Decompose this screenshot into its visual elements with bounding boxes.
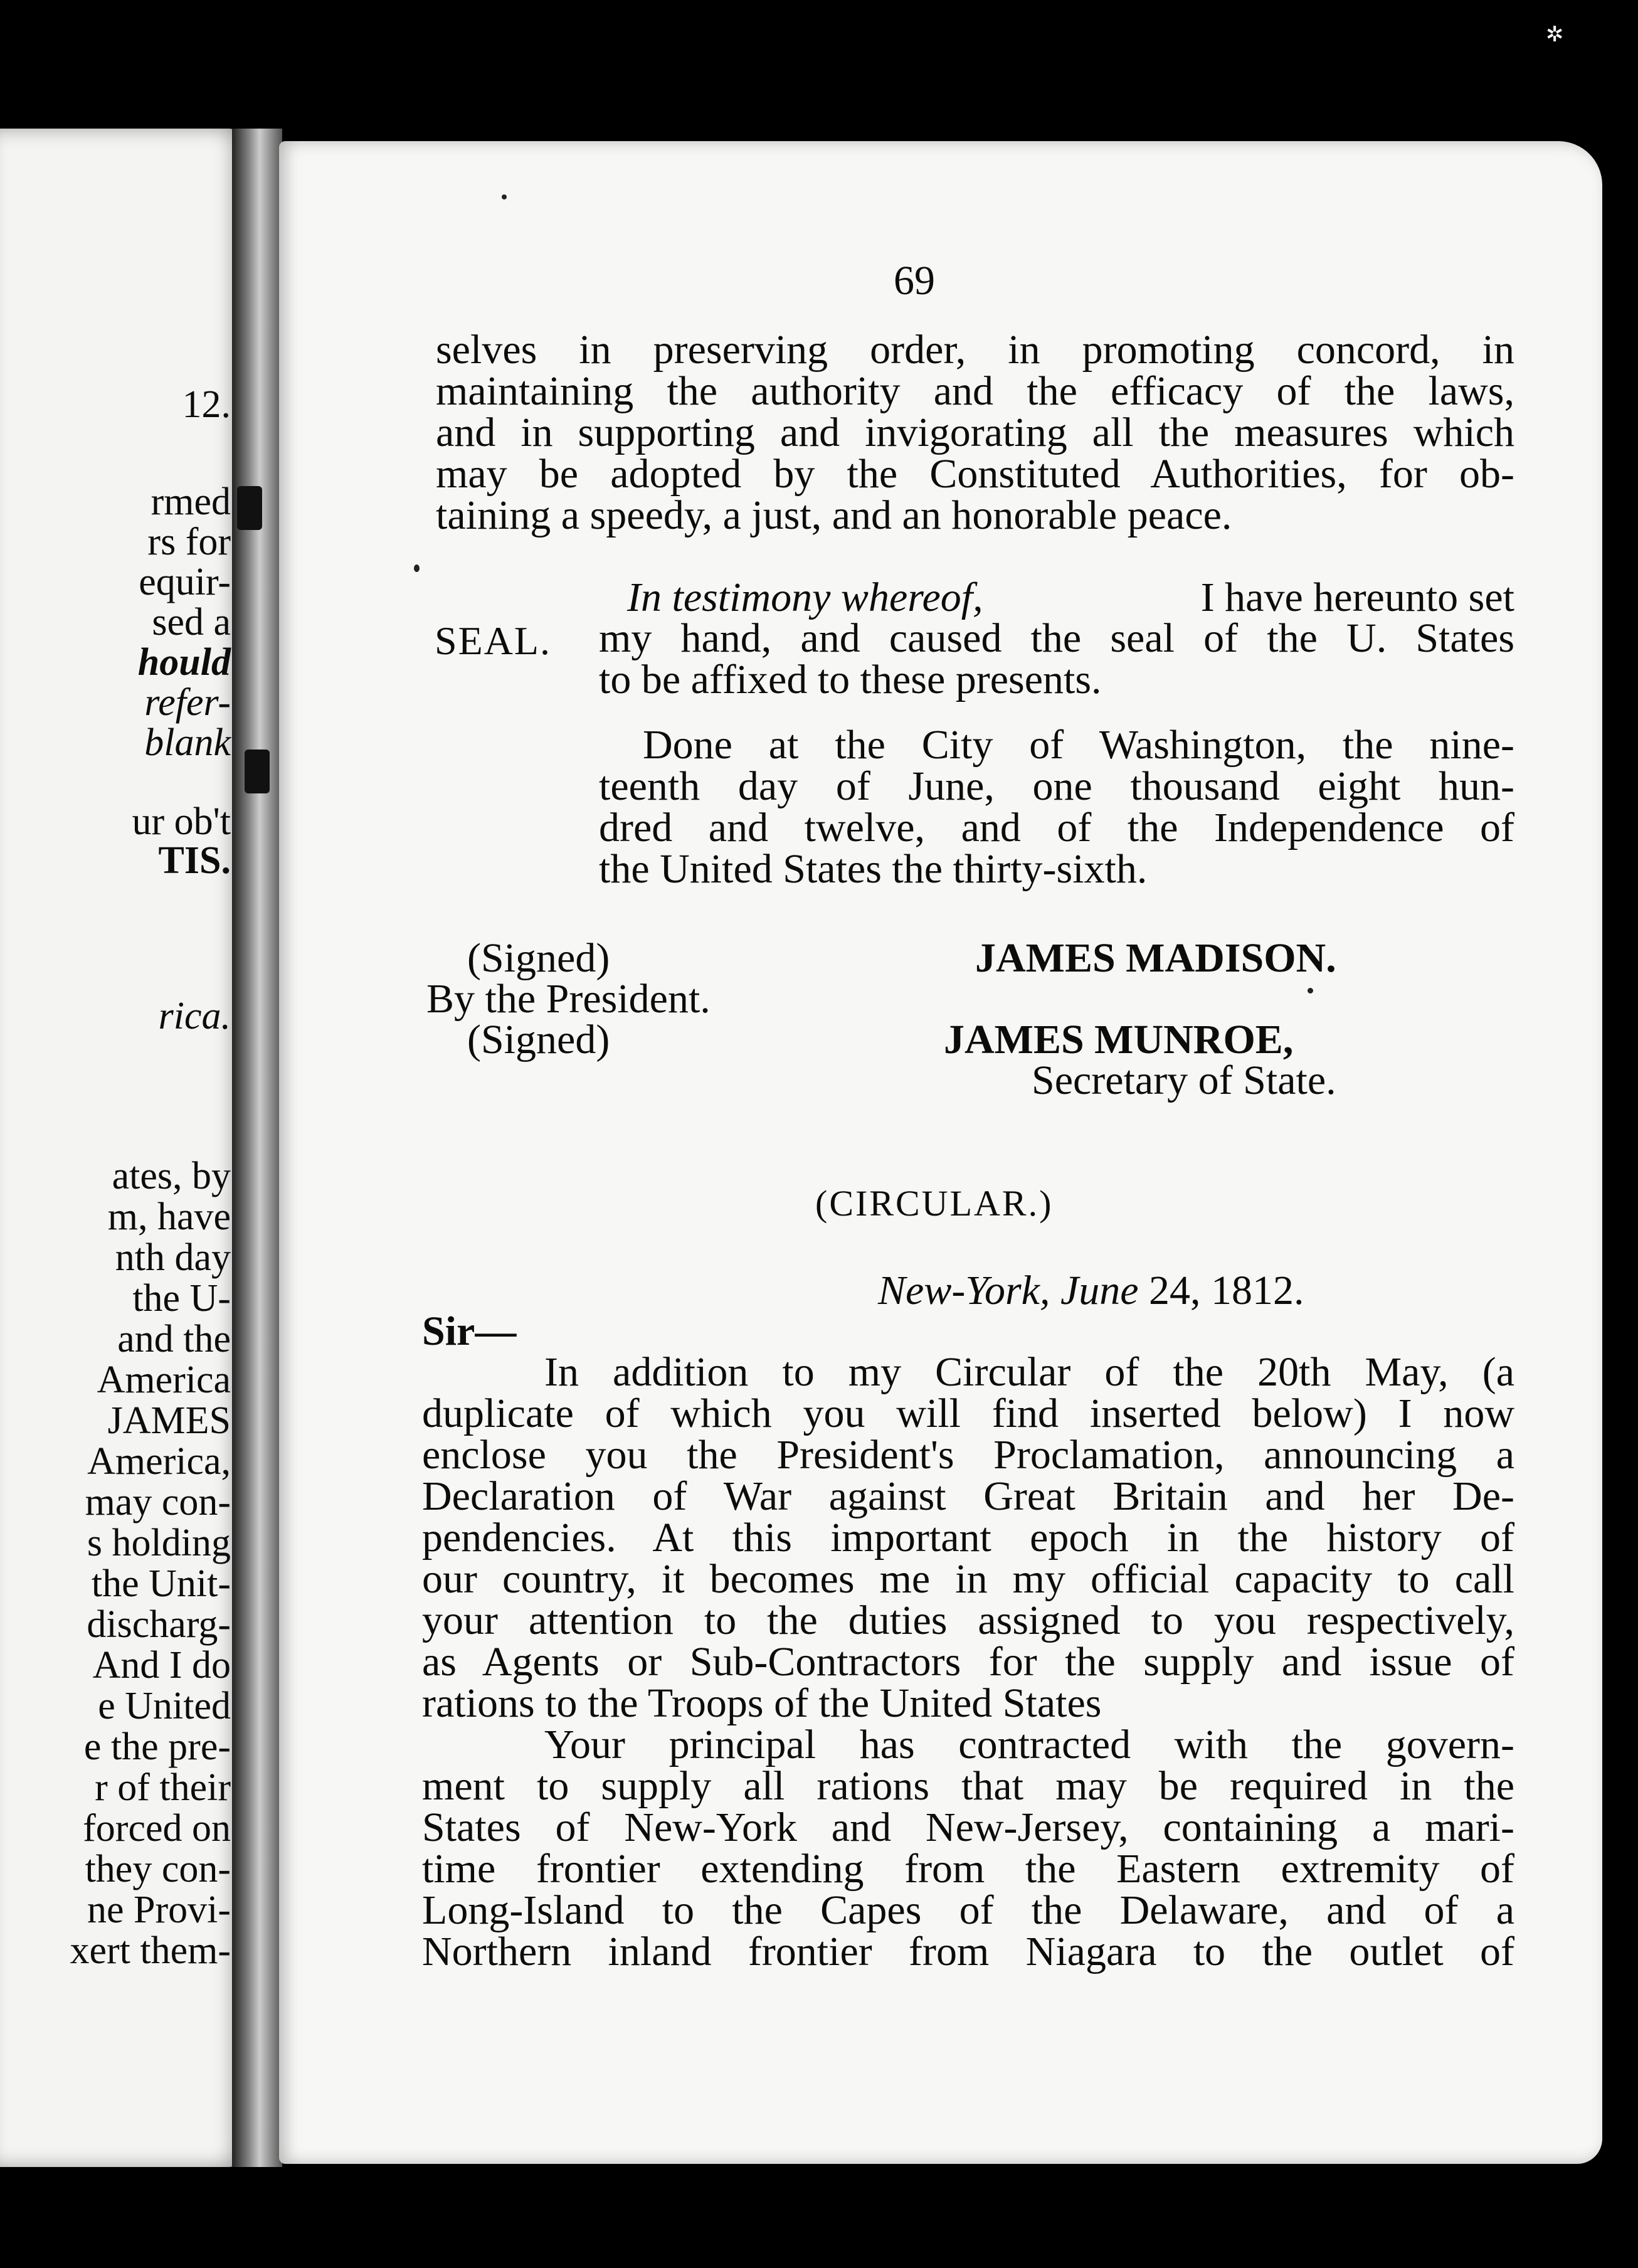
left-page-line: refer-: [144, 681, 231, 724]
left-page-line: discharg-: [87, 1603, 231, 1646]
left-page-line: r of their: [95, 1766, 231, 1809]
signer-madison: JAMES MADISON.: [975, 935, 1336, 981]
text-line: ment to supply all rations that may be required in the: [422, 1763, 1514, 1809]
left-page-line: e United: [98, 1685, 231, 1727]
text-line: maintaining the authority and the efficacy of the laws,: [436, 368, 1514, 414]
text-line: pendencies. At this important epoch in the history of: [422, 1515, 1514, 1561]
text-line: Northern inland frontier from Niagara to the outlet of: [422, 1929, 1514, 1974]
left-page-line: forced on: [83, 1807, 231, 1850]
dateline-rest: 24, 1812.: [1149, 1268, 1304, 1313]
left-page-line: JAMES: [107, 1399, 231, 1442]
text-line: dred and twelve, and of the Independence of: [599, 805, 1514, 850]
text-line: the United States the thirty-sixth.: [599, 846, 1148, 892]
left-page-line: ne Provi-: [87, 1889, 231, 1931]
left-page-line: m, have: [107, 1195, 231, 1238]
left-page-line: the Unit-: [91, 1562, 231, 1605]
text-line: may be adopted by the Constituted Authorities, for ob-: [436, 451, 1514, 497]
seal-label: SEAL.: [435, 618, 551, 663]
left-page-line: America,: [87, 1440, 231, 1483]
left-page-line: rs for: [147, 521, 231, 563]
text-line: Long-Island to the Capes of the Delaware, and of a: [422, 1887, 1514, 1933]
text-line: selves in preserving order, in promoting concord, in: [436, 327, 1514, 373]
text-line: States of New-York and New-Jersey, containing a mari-: [422, 1804, 1514, 1850]
text-line: our country, it becomes me in my official capacity to call: [422, 1556, 1514, 1602]
left-page-line: rmed: [151, 480, 231, 523]
text-line: my hand, and caused the seal of the U. States: [599, 615, 1514, 661]
left-page-line: xert them-: [70, 1929, 231, 1972]
left-page-line: may con-: [85, 1481, 231, 1523]
left-page-line: rica.: [158, 995, 231, 1037]
left-page-line: TIS.: [158, 839, 231, 882]
book-page-69: [279, 141, 1602, 2164]
circular-body: [422, 1349, 1514, 1974]
left-page-line: hould: [137, 641, 231, 684]
text-line: enclose you the President's Proclamation, announcing a: [422, 1432, 1514, 1478]
text-line: rations to the Troops of the United States: [422, 1680, 1102, 1726]
corner-mark-icon: ✲: [1546, 22, 1564, 47]
left-page-line: s holding: [87, 1522, 231, 1564]
opening-paragraph: [436, 329, 1514, 536]
scan-speck: [1308, 988, 1313, 994]
text-line: to be affixed to these presents.: [599, 657, 1102, 702]
left-facing-page: [0, 129, 245, 2167]
left-page-line: and the: [117, 1318, 231, 1360]
left-page-line: blank: [144, 721, 231, 764]
left-page-line: ur ob't: [132, 800, 231, 843]
testimony-line-1: [627, 577, 1514, 618]
signer-title: Secretary of State.: [1032, 1057, 1336, 1103]
left-page-line: And I do: [92, 1644, 231, 1687]
left-page-line: the U-: [132, 1277, 231, 1320]
circular-salutation: Sir—: [422, 1308, 517, 1354]
left-page-line: ates, by: [112, 1155, 231, 1197]
text-line: and in supporting and invigorating all the measures which: [436, 410, 1514, 455]
binding-stitch: [245, 750, 270, 793]
text-line: teenth day of June, one thousand eight hun-: [599, 763, 1514, 809]
left-page-line: they con-: [85, 1848, 231, 1890]
text-line: taining a speedy, a just, and an honorable peace.: [436, 492, 1232, 538]
scan-speck: [414, 564, 420, 572]
book-binding-gutter: [232, 129, 282, 2167]
done-paragraph: [599, 724, 1514, 890]
page-number: 69: [894, 258, 935, 304]
left-page-line: sed a: [152, 601, 231, 644]
text-line: In addition to my Circular of the 20th May, (a: [544, 1349, 1514, 1395]
testimony-body: [599, 615, 1514, 702]
by-the-president: By the President.: [426, 976, 711, 1022]
dateline-month: June: [1060, 1268, 1139, 1313]
circular-dateline: [878, 1270, 1304, 1312]
left-page-line: e the pre-: [83, 1725, 231, 1768]
text-line: Done at the City of Washington, the nine-: [643, 722, 1514, 768]
signed-mark-2: (Signed): [467, 1017, 610, 1062]
text-line: time frontier extending from the Eastern extremity of: [422, 1846, 1514, 1892]
text-line: as Agents or Sub-Contractors for the supply and issue of: [422, 1639, 1514, 1685]
left-page-line: America: [97, 1359, 231, 1401]
binding-stitch: [237, 486, 262, 530]
left-page-line: equir-: [139, 561, 231, 603]
signer-munroe: JAMES MUNROE,: [944, 1017, 1294, 1062]
text-line: Declaration of War against Great Britain and her De-: [422, 1473, 1514, 1519]
circular-heading: (CIRCULAR.): [815, 1183, 1054, 1224]
signed-mark-1: (Signed): [467, 935, 610, 981]
left-page-line: 12.: [182, 383, 231, 426]
left-page-line: nth day: [115, 1236, 231, 1279]
testimony-lead: In testimony whereof,: [627, 575, 983, 620]
text-line: duplicate of which you will find inserted below) I now: [422, 1391, 1514, 1436]
testimony-rest: I have hereunto set: [1200, 575, 1514, 620]
text-line: your attention to the duties assigned to you respectively,: [422, 1598, 1514, 1643]
scan-speck: [502, 194, 507, 199]
dateline-place: New-York,: [878, 1268, 1050, 1313]
text-line: Your principal has contracted with the govern-: [544, 1722, 1514, 1767]
